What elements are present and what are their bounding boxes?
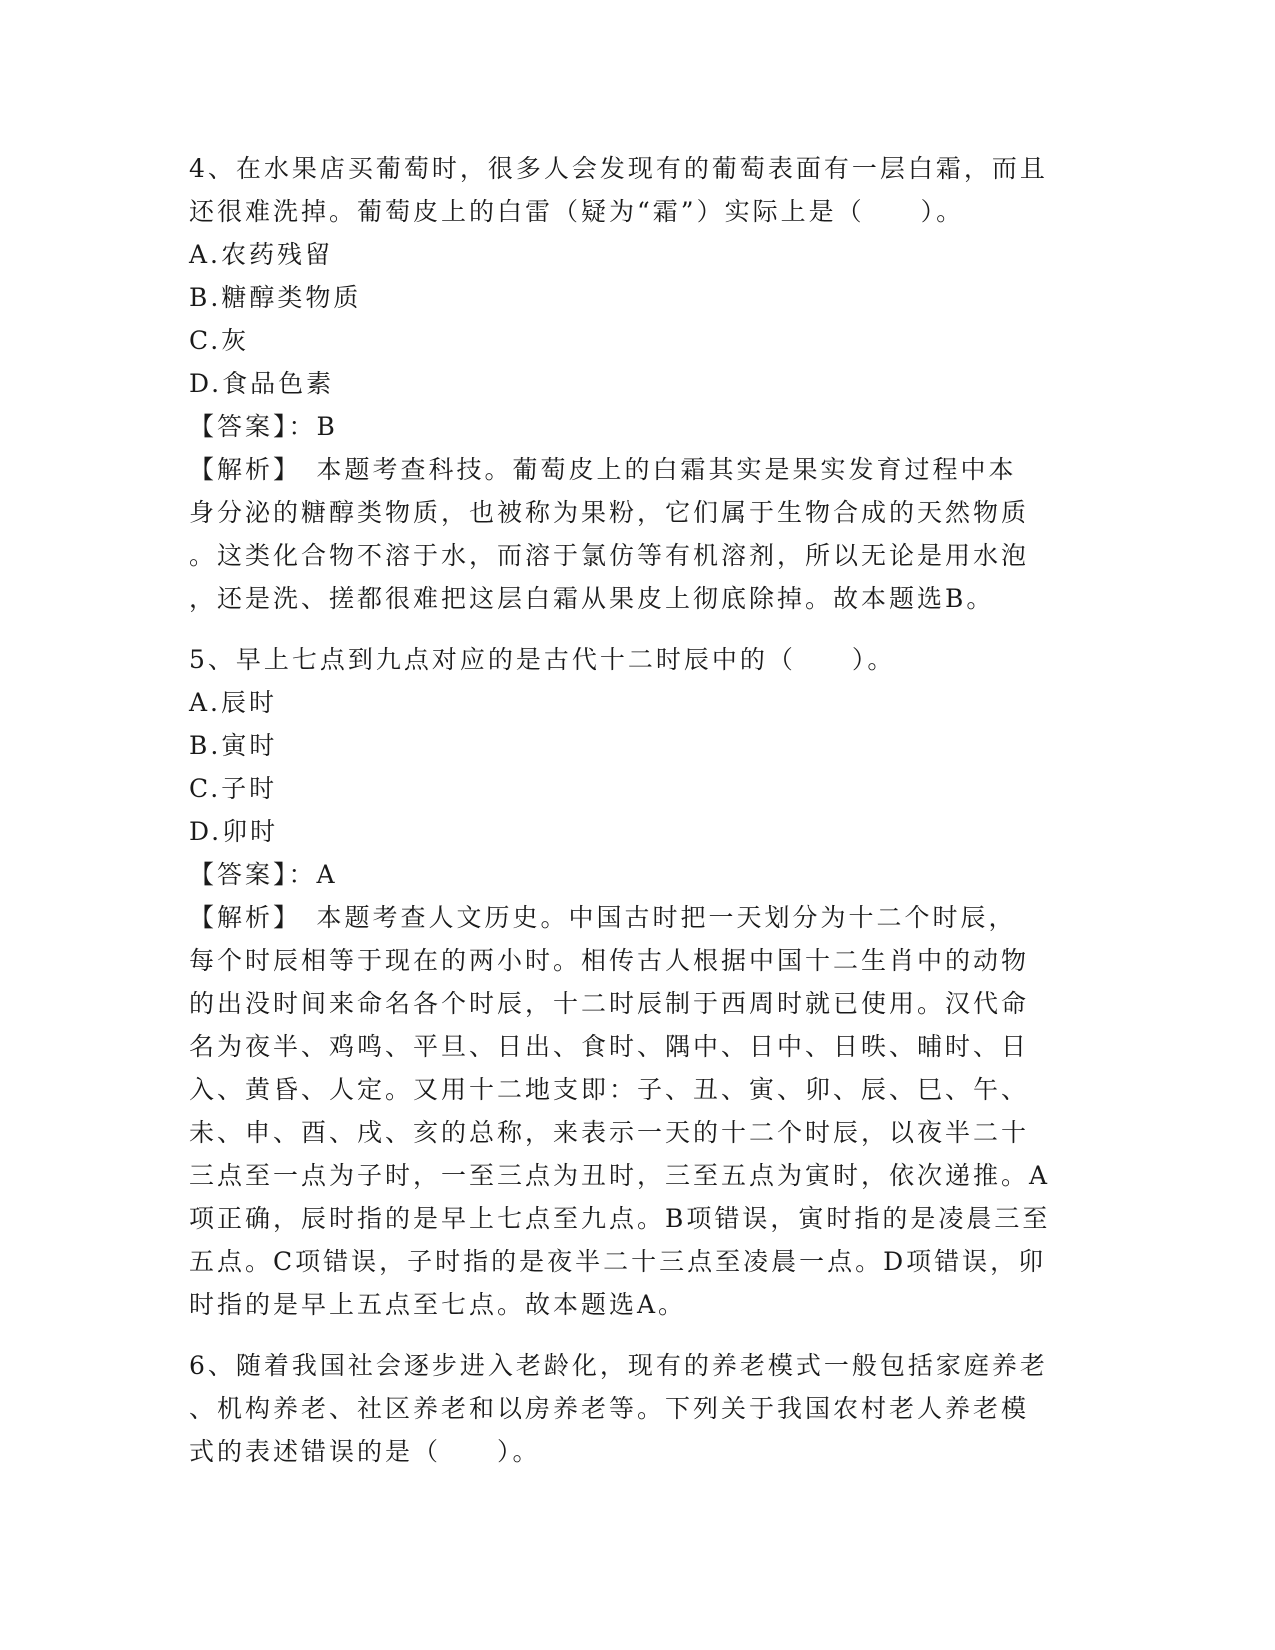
question-6 xyxy=(189,1344,1089,1473)
analysis-line: 三点至一点为子时，一至三点为丑时，三至五点为寅时，依次递推。A xyxy=(189,1161,1051,1190)
option-a: A.辰时 xyxy=(189,688,278,717)
question-stem-line: 还很难洗掉。葡萄皮上的白雷（疑为“霜”）实际上是（ ）。 xyxy=(189,197,965,226)
analysis-line: 名为夜半、鸡鸣、平旦、日出、食时、隅中、日中、日昳、晡时、日 xyxy=(189,1032,1030,1061)
option-b: B.糖醇类物质 xyxy=(189,283,362,312)
question-stem-line: 5、早上七点到九点对应的是古代十二时辰中的（ ）。 xyxy=(189,645,896,674)
option-b: B.寅时 xyxy=(189,731,278,760)
analysis-line: 【解析】 本题考查科技。葡萄皮上的白霜其实是果实发育过程中本 xyxy=(189,455,1017,484)
analysis-line: 每个时辰相等于现在的两小时。相传古人根据中国十二生肖中的动物 xyxy=(189,946,1030,975)
question-stem-line: 6、随着我国社会逐步进入老龄化，现有的养老模式一般包括家庭养老 xyxy=(189,1351,1048,1380)
analysis-line: 身分泌的糖醇类物质，也被称为果粉，它们属于生物合成的天然物质 xyxy=(189,498,1030,527)
analysis-line: ，还是洗、搓都很难把这层白霜从果皮上彻底除掉。故本题选B。 xyxy=(189,584,995,613)
option-d: D.卯时 xyxy=(189,817,279,846)
document-page xyxy=(189,147,1089,1473)
analysis-line: 未、申、酉、戌、亥的总称，来表示一天的十二个时辰，以夜半二十 xyxy=(189,1118,1030,1147)
analysis-line: 五点。C项错误，子时指的是夜半二十三点至凌晨一点。D项错误，卯 xyxy=(189,1247,1047,1276)
question-stem-line: 式的表述错误的是（ ）。 xyxy=(189,1437,541,1466)
option-c: C.灰 xyxy=(189,326,250,355)
analysis-line: 。这类化合物不溶于水，而溶于氯仿等有机溶剂，所以无论是用水泡 xyxy=(189,541,1030,570)
option-c: C.子时 xyxy=(189,774,278,803)
answer-line: 【答案】：A xyxy=(189,860,338,889)
analysis-line: 【解析】 本题考查人文历史。中国古时把一天划分为十二个时辰， xyxy=(189,903,1017,932)
analysis-line: 入、黄昏、人定。又用十二地支即：子、丑、寅、卯、辰、巳、午、 xyxy=(189,1075,1030,1104)
analysis-line: 的出没时间来命名各个时辰，十二时辰制于西周时就已使用。汉代命 xyxy=(189,989,1030,1018)
question-4 xyxy=(189,147,1089,620)
analysis-line: 项正确，辰时指的是早上七点至九点。B项错误，寅时指的是凌晨三至 xyxy=(189,1204,1051,1233)
answer-line: 【答案】：B xyxy=(189,412,338,441)
option-d: D.食品色素 xyxy=(189,369,335,398)
option-a: A.农药残留 xyxy=(189,240,334,269)
question-stem-line: 、机构养老、社区养老和以房养老等。下列关于我国农村老人养老模 xyxy=(189,1394,1030,1423)
question-stem-line: 4、在水果店买葡萄时，很多人会发现有的葡萄表面有一层白霜，而且 xyxy=(189,154,1048,183)
question-5 xyxy=(189,638,1089,1326)
analysis-line: 时指的是早上五点至七点。故本题选A。 xyxy=(189,1290,687,1319)
